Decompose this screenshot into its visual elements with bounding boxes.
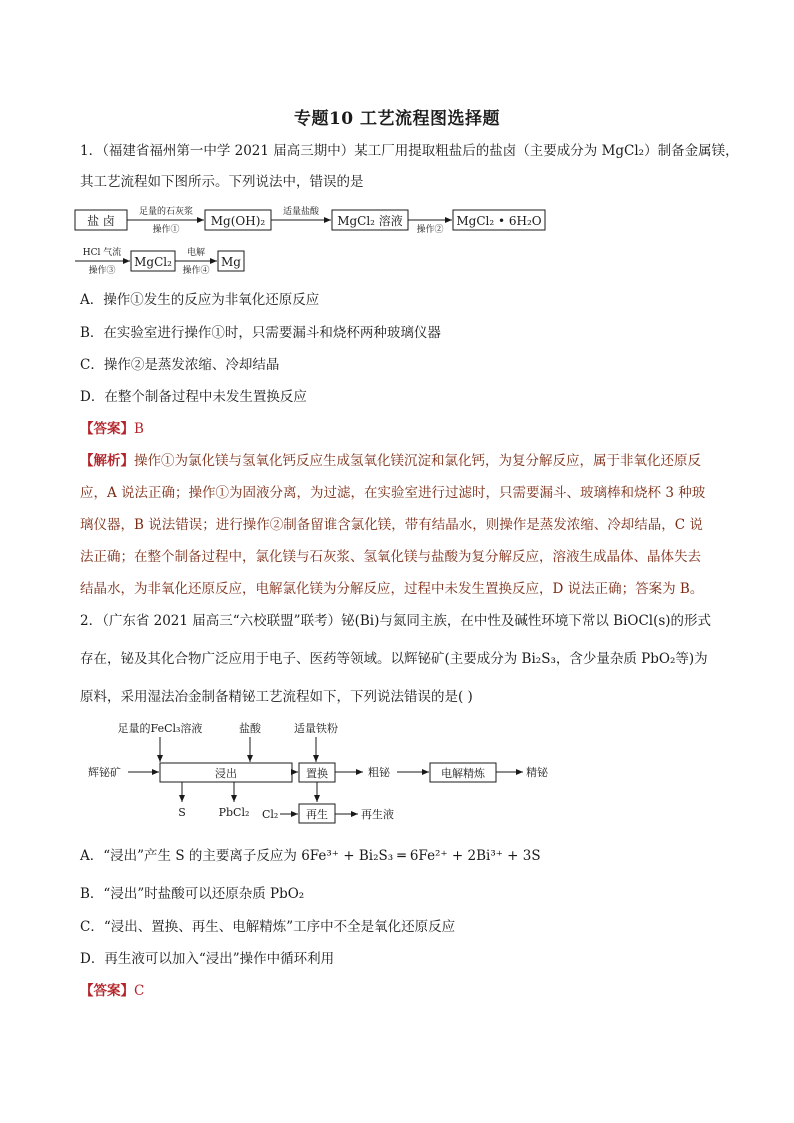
flow-arrow-5-top: 电解 bbox=[186, 248, 206, 258]
q1-flow-diagram bbox=[74, 198, 554, 278]
flow-box-mgcl2-label: MgCl₂ bbox=[134, 255, 172, 269]
q2-option-a-text: A．“浸出”产生 S 的主要离子反应为 bbox=[80, 848, 297, 864]
box-replace-label: 置换 bbox=[306, 767, 328, 780]
analysis-text: 操作①为氯化镁与氢氧化钙反应生成氢氧化镁沉淀和氯化钙，为复分解反应，属于非氧化还原反 bbox=[134, 453, 701, 469]
q2-option-a bbox=[80, 846, 541, 866]
q2-stem-line3: 原料，采用湿法冶金制备精铋工艺流程如下，下列说法错误的是( ) bbox=[80, 689, 473, 705]
flow-arrow-4-top: HCl 气流 bbox=[82, 248, 122, 258]
input-fecl3: 足量的FeCl₃溶液 bbox=[117, 722, 203, 735]
box-leach-label: 浸出 bbox=[215, 767, 237, 780]
flow-box-mg-label: Mg bbox=[221, 255, 241, 269]
regen-liquid: 再生液 bbox=[361, 808, 394, 821]
flow-arrow-3-bottom: 操作② bbox=[416, 225, 444, 235]
q1-analysis-line1 bbox=[80, 451, 701, 471]
q2-answer bbox=[80, 981, 144, 1001]
q1-option-c: C．操作②是蒸发浓缩、冷却结晶 bbox=[80, 357, 280, 373]
input-cl2: Cl₂ bbox=[262, 808, 279, 821]
start-material: 辉铋矿 bbox=[88, 766, 121, 779]
q2-option-b: B．“浸出”时盐酸可以还原杂质 PbO₂ bbox=[80, 886, 305, 902]
q1-analysis-line4: 法正确；在整个制备过程中，氯化镁与石灰浆、氢氧化镁与盐酸为复分解反应，溶液生成晶体、晶体失去 bbox=[80, 549, 701, 565]
q1-stem-line2: 其工艺流程如下图所示。下列说法中，错误的是 bbox=[80, 174, 364, 190]
flow-arrow-1-top: 足量的石灰浆 bbox=[138, 207, 194, 217]
q1-option-a: A．操作①发生的反应为非氧化还原反应 bbox=[80, 292, 320, 308]
answer-label: 【答案】 bbox=[80, 983, 134, 999]
flow-arrow-4-bottom: 操作③ bbox=[88, 266, 116, 276]
q1-analysis-line2: 应，A 说法正确；操作①为固液分离，为过滤，在实验室进行过滤时，只需要漏斗、玻璃棒和烧杯 3 种玻 bbox=[80, 485, 706, 501]
final-bi: 精铋 bbox=[526, 766, 548, 779]
output-pbcl2: PbCl₂ bbox=[218, 806, 250, 819]
q2-option-a-equation: 6Fe³⁺ + Bi₂S₃ ═ 6Fe²⁺ + 2Bi³⁺ + 3S bbox=[301, 848, 541, 864]
q1-answer bbox=[80, 419, 144, 439]
q1-stem-line1: 1．（福建省福州第一中学 2021 届高三期中）某工厂用提取粗盐后的盐卤（主要成分为 MgCl₂）制备金属镁， bbox=[80, 143, 739, 159]
answer-label: 【答案】 bbox=[80, 421, 134, 437]
q2-option-c: C．“浸出、置换、再生、电解精炼”工序中不全是氧化还原反应 bbox=[80, 919, 456, 935]
page-title: 专题10 工艺流程图选择题 bbox=[293, 109, 501, 129]
flow-box-hydrate-label: MgCl₂ • 6H₂O bbox=[456, 214, 542, 228]
q2-stem-line1: 2．（广东省 2021 届高三“六校联盟”联考）铋(Bi)与氮同主族，在中性及碱性环境下常以 BiOCl(s)的形式 bbox=[80, 613, 712, 629]
q1-analysis-line3: 璃仪器，B 说法错误；进行操作②制备留谁含氯化镁，带有结晶水，则操作是蒸发浓缩、冷却结晶，C 说 bbox=[80, 517, 703, 533]
box-refine-label: 电解精炼 bbox=[441, 767, 485, 780]
flow-arrow-5-bottom: 操作④ bbox=[182, 266, 210, 276]
crude-bi: 粗铋 bbox=[368, 766, 390, 779]
q2-flow-diagram bbox=[88, 718, 568, 833]
flow-arrow-2-top: 适量盐酸 bbox=[282, 207, 320, 217]
flow-box-mgcl2-solution-label: MgCl₂ 溶液 bbox=[337, 214, 403, 228]
analysis-label: 【解析】 bbox=[80, 453, 134, 469]
q1-analysis-line5: 结晶水，为非氧化还原反应，电解氯化镁为分解反应，过程中未发生置换反应，D 说法正确；答案为 B。 bbox=[80, 581, 704, 597]
answer-value: B bbox=[134, 421, 144, 437]
input-hcl: 盐酸 bbox=[239, 722, 261, 735]
box-regen-label: 再生 bbox=[306, 808, 328, 821]
q2-stem-line2: 存在，铋及其化合物广泛应用于电子、医药等领域。以辉铋矿(主要成分为 Bi₂S₃，含少量杂质 PbO₂等)为 bbox=[80, 651, 708, 667]
flow-box-brine-label: 盐 卤 bbox=[87, 214, 115, 228]
output-s: S bbox=[178, 806, 186, 819]
q1-option-b: B．在实验室进行操作①时，只需要漏斗和烧杯两种玻璃仪器 bbox=[80, 325, 441, 341]
input-fe: 适量铁粉 bbox=[294, 722, 338, 735]
flow-box-mgoh2-label: Mg(OH)₂ bbox=[210, 214, 266, 228]
q2-option-d: D．再生液可以加入“浸出”操作中循环利用 bbox=[80, 951, 335, 967]
flow-arrow-1-bottom: 操作① bbox=[152, 225, 180, 235]
q1-option-d: D．在整个制备过程中未发生置换反应 bbox=[80, 389, 307, 405]
answer-value: C bbox=[134, 983, 145, 999]
